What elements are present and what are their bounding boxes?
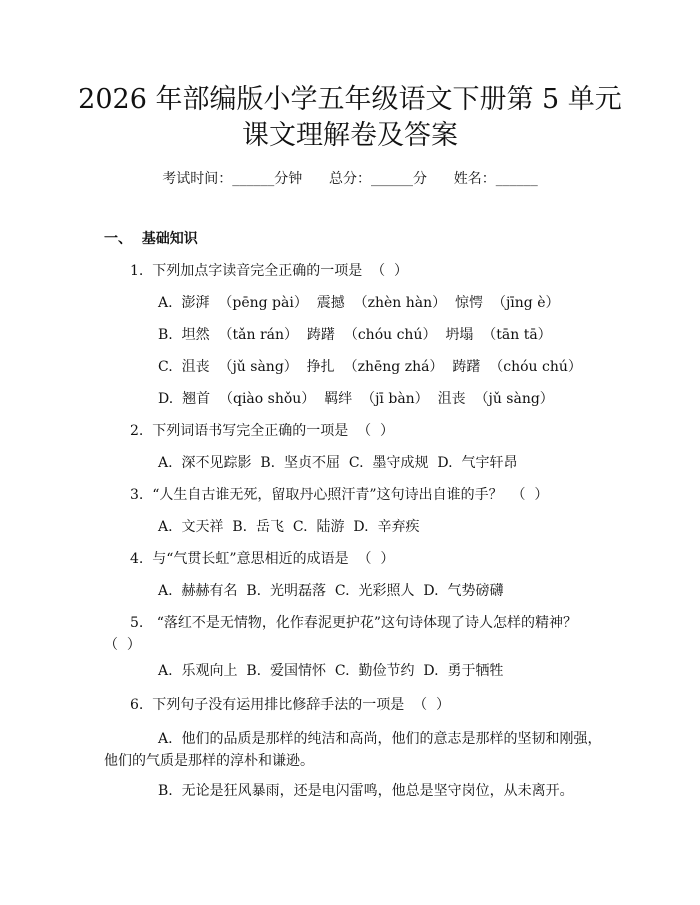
question-5-options: A. 乐观向上 B. 爱国情怀 C. 勤俭节约 D. 勇于牺牲 (158, 663, 504, 679)
total-score-field: 总分：______分 (329, 171, 427, 187)
name-field: 姓名：______ (453, 171, 538, 187)
question-2-options: A. 深不见踪影 B. 坚贞不屈 C. 墨守成规 D. 气宇轩昂 (158, 455, 518, 471)
question-5-line1: 5. “落红不是无情物，化作春泥更护花”这句诗体现了诗人怎样的精神？ (130, 615, 578, 631)
question-4-options: A. 赫赫有名 B. 光明磊落 C. 光彩照人 D. 气势磅礴 (158, 583, 504, 599)
question-5-line2: （ ） (104, 637, 141, 653)
question-6: 6. 下列句子没有运用排比修辞手法的一项是 （ ） (130, 697, 451, 713)
question-6-option-b: B. 无论是狂风暴雨，还是电闪雷鸣，他总是坚守岗位，从未离开。 (158, 783, 574, 799)
exam-title-line1: 2026 年部编版小学五年级语文下册第 5 单元 (78, 84, 622, 115)
question-1: 1. 下列加点字读音完全正确的一项是 （ ） (130, 263, 409, 279)
question-1-option-b: B. 坦然 （tǎn rán） 踌躇 （chóu chú） 坍塌 （tān tā） (158, 327, 552, 343)
question-6-option-a-line1: A. 他们的品质是那样的纯洁和高尚，他们的意志是那样的坚韧和刚强， (158, 731, 602, 747)
question-6-option-a-line2: 他们的气质是那样的淳朴和谦逊。 (104, 753, 314, 769)
section-title: 一、 基础知识 (104, 231, 198, 247)
exam-title-line2: 课文理解卷及答案 (242, 120, 458, 151)
exam-meta (0, 170, 700, 188)
question-1-option-c: C. 沮丧 （jǔ sàng） 挣扎 （zhēng zhá） 踌躇 （chóu chú） (158, 359, 582, 375)
question-2: 2. 下列词语书写完全正确的一项是 （ ） (130, 423, 395, 439)
question-3-options: A. 文天祥 B. 岳飞 C. 陆游 D. 辛弃疾 (158, 519, 420, 535)
exam-time-field: 考试时间：______分钟 (162, 171, 303, 187)
question-1-option-d: D. 翘首 （qiào shǒu） 羁绊 （jī bàn） 沮丧 （jǔ sàng） (158, 391, 554, 407)
question-3: 3. “人生自古谁无死，留取丹心照汗青”这句诗出自谁的手？ （ ） (130, 487, 549, 503)
question-4: 4. 与“气贯长虹”意思相近的成语是 （ ） (130, 551, 395, 567)
question-1-option-a: A. 澎湃 （pēng pài） 震撼 （zhèn hàn） 惊愕 （jīng è） (158, 295, 560, 311)
